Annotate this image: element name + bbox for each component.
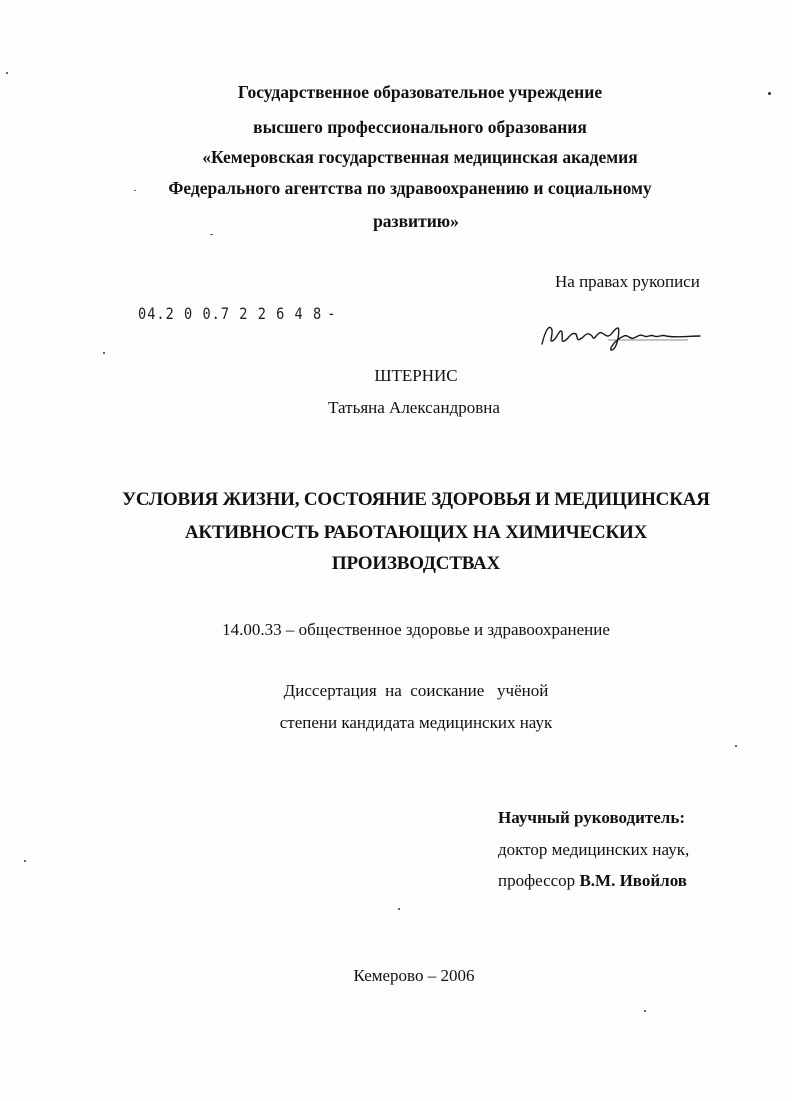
supervisor-rank-name bbox=[498, 871, 687, 891]
thesis-title-line-3: ПРОИЗВОДСТВАХ bbox=[331, 553, 501, 574]
thesis-title-line-2: АКТИВНОСТЬ РАБОТАЮЩИХ НА ХИМИЧЕСКИХ bbox=[184, 522, 648, 543]
supervisor-heading: Научный руководитель: bbox=[498, 808, 685, 827]
institution-line-5: развитию» bbox=[373, 211, 459, 231]
scan-speck bbox=[398, 908, 400, 910]
supervisor-name: В.М. Ивойлов bbox=[579, 871, 687, 890]
institution-line-2: высшего профессионального образования bbox=[253, 117, 587, 137]
institution-line-1: Государственное образовательное учреждение bbox=[237, 82, 603, 102]
registration-stamp: 04.2 0 0.7 2 2 6 4 8 - bbox=[138, 304, 337, 323]
scan-speck bbox=[103, 352, 105, 354]
author-surname: ШТЕРНИС bbox=[374, 366, 458, 385]
scan-speck bbox=[24, 860, 26, 862]
scan-speck bbox=[644, 1010, 646, 1012]
institution-line-4: Федерального агентства по здравоохранению и социальному bbox=[168, 178, 652, 198]
scan-speck bbox=[210, 234, 213, 235]
scan-speck bbox=[6, 72, 8, 74]
specialty-code: 14.00.33 – общественное здоровье и здравоохранение bbox=[222, 620, 610, 639]
supervisor-rank: профессор bbox=[498, 871, 576, 890]
author-signature bbox=[538, 318, 703, 352]
place-year: Кемерово – 2006 bbox=[353, 966, 475, 985]
author-given-names: Татьяна Александровна bbox=[328, 398, 500, 417]
scan-speck bbox=[768, 92, 771, 95]
scan-speck bbox=[735, 745, 737, 747]
registration-stamp-number: 04.2 0 0.7 2 2 6 4 8 bbox=[138, 304, 323, 323]
supervisor-title: доктор медицинских наук, bbox=[498, 840, 690, 859]
degree-line-2: степени кандидата медицинских наук bbox=[279, 713, 553, 732]
institution-line-3: «Кемеровская государственная медицинская академия bbox=[202, 147, 638, 167]
scan-speck bbox=[134, 190, 136, 191]
degree-line-1: Диссертация на соискание учёной bbox=[283, 681, 549, 700]
thesis-title-line-1: УСЛОВИЯ ЖИЗНИ, СОСТОЯНИЕ ЗДОРОВЬЯ И МЕДИЦИНСКАЯ bbox=[122, 489, 710, 510]
manuscript-note: На правах рукописи bbox=[555, 272, 700, 291]
